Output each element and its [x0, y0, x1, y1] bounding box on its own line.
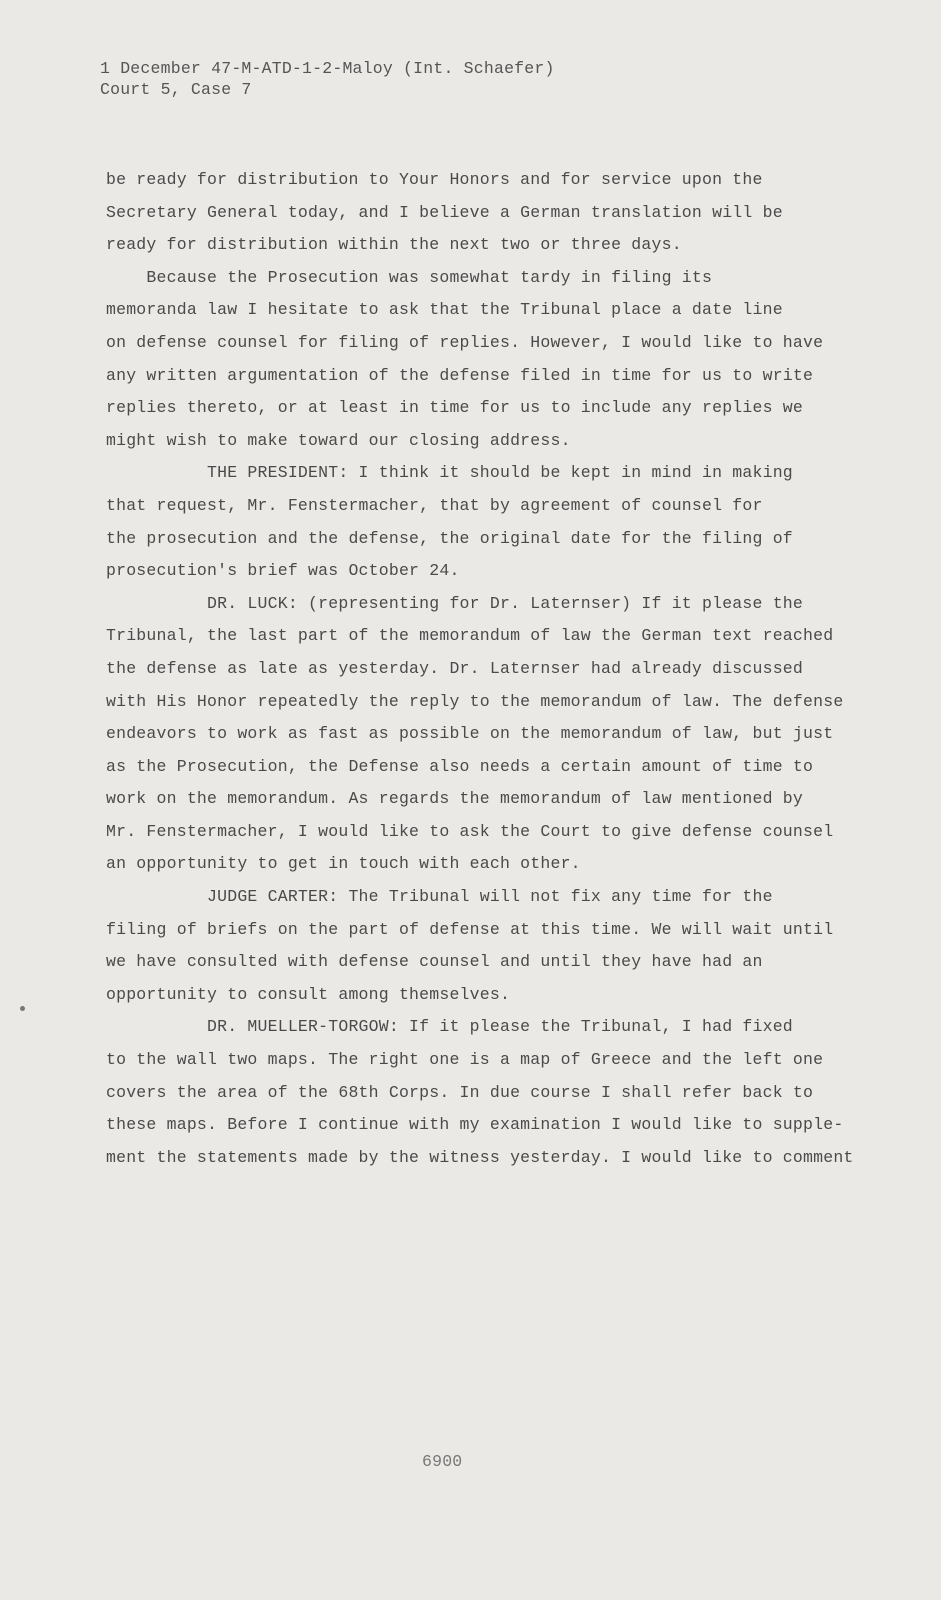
- transcript-line: endeavors to work as fast as possible on the memorandum of law, but just: [106, 724, 834, 744]
- transcript-line: ment the statements made by the witness yesterday. I would like to comment: [106, 1147, 854, 1167]
- transcript-line: prosecution's brief was October 24.: [106, 561, 460, 581]
- transcript-line: an opportunity to get in touch with each other.: [106, 854, 581, 874]
- transcript-line: DR. LUCK: (representing for Dr. Laternser) If it please the: [106, 593, 804, 613]
- transcript-line: to the wall two maps. The right one is a map of Greece and the left one: [106, 1050, 824, 1070]
- transcript-line: covers the area of the 68th Corps. In due course I shall refer back to: [106, 1082, 814, 1102]
- transcript-line: the defense as late as yesterday. Dr. Laternser had already discussed: [106, 658, 804, 678]
- transcript-line: might wish to make toward our closing address.: [106, 430, 571, 450]
- transcript-line: be ready for distribution to Your Honors and for service upon the: [106, 170, 763, 189]
- header-date-line: 1 December 47-M-ATD-1-2-Maloy (Int. Schaefer): [100, 59, 555, 78]
- transcript-line: opportunity to consult among themselves.: [106, 984, 511, 1004]
- transcript-line: Because the Prosecution was somewhat tardy in filing its: [106, 267, 713, 287]
- transcript-line: as the Prosecution, the Defense also needs a certain amount of time to: [106, 756, 814, 776]
- transcript-line: memoranda law I hesitate to ask that the Tribunal place a date line: [106, 300, 783, 320]
- paper-speck: [20, 1006, 25, 1011]
- header-court-line: Court 5, Case 7: [100, 80, 252, 99]
- transcript-line: the prosecution and the defense, the original date for the filing of: [106, 528, 793, 548]
- transcript-line: any written argumentation of the defense filed in time for us to write: [106, 365, 814, 385]
- transcript-line: Secretary General today, and I believe a German translation will be: [106, 202, 783, 222]
- transcript-line: we have consulted with defense counsel and until they have had an: [106, 952, 763, 972]
- transcript-line: on defense counsel for filing of replies. However, I would like to have: [106, 332, 824, 352]
- transcript-line: ready for distribution within the next two or three days.: [106, 235, 682, 255]
- page-number: 6900: [422, 1452, 463, 1471]
- transcript-line: that request, Mr. Fenstermacher, that by agreement of counsel for: [106, 495, 763, 515]
- transcript-body: [106, 164, 886, 1174]
- transcript-line: with His Honor repeatedly the reply to the memorandum of law. The defense: [106, 691, 844, 711]
- transcript-line: JUDGE CARTER: The Tribunal will not fix any time for the: [106, 887, 773, 907]
- transcript-line: replies thereto, or at least in time for us to include any replies we: [106, 398, 804, 418]
- document-header: [100, 58, 555, 100]
- transcript-line: filing of briefs on the part of defense at this time. We will wait until: [106, 919, 834, 939]
- transcript-line: these maps. Before I continue with my examination I would like to supple-: [106, 1115, 844, 1135]
- transcript-line: work on the memorandum. As regards the memorandum of law mentioned by: [106, 789, 804, 809]
- transcript-line: Tribunal, the last part of the memorandum of law the German text reached: [106, 626, 834, 646]
- transcript-line: Mr. Fenstermacher, I would like to ask the Court to give defense counsel: [106, 821, 834, 841]
- transcript-line: THE PRESIDENT: I think it should be kept in mind in making: [106, 463, 793, 483]
- transcript-line: DR. MUELLER-TORGOW: If it please the Tribunal, I had fixed: [106, 1017, 793, 1037]
